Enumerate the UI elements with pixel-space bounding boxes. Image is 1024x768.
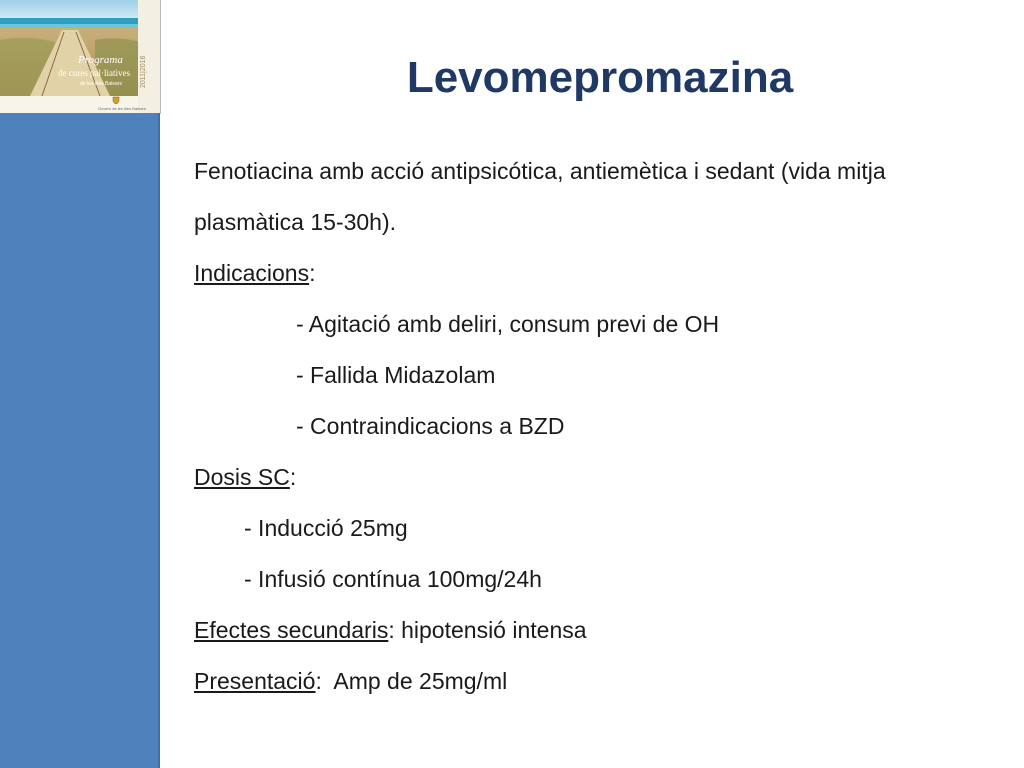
side-effects-value: : hipotensió intensa <box>388 617 587 643</box>
program-logo <box>0 0 161 114</box>
intro-line-2: plasmàtica 15-30h). <box>194 209 396 235</box>
sidebar-blue-bar <box>0 113 160 768</box>
indication-item: - Contraindicacions a BZD <box>296 413 565 439</box>
logo-program-text: Programa <box>78 54 123 66</box>
indications-label: Indicacions <box>194 260 310 286</box>
indications-heading: Indicacions: <box>194 260 316 286</box>
logo-government-text: Govern de les Illes Balears <box>98 106 146 111</box>
slide-body <box>194 146 1004 707</box>
presentation-value: : Amp de 25mg/ml <box>315 668 508 694</box>
dose-label: Dosis SC <box>194 464 290 490</box>
presentation-label: Presentació <box>194 668 316 694</box>
dose-heading: Dosis SC: <box>194 464 297 490</box>
intro-line-1: Fenotiacina amb acció antipsicótica, antiemètica i sedant (vida mitja <box>194 158 886 184</box>
sidebar <box>0 0 162 768</box>
side-effects-line <box>194 605 1004 656</box>
dose-item: - Infusió contínua 100mg/24h <box>244 566 542 592</box>
logo-region-text: de les Illes Balears <box>80 81 122 87</box>
side-effects-label: Efectes secundaris <box>194 617 389 643</box>
crest-icon <box>112 96 120 104</box>
presentation-line <box>194 656 1004 707</box>
indication-item: - Agitació amb deliri, consum previ de OH <box>296 311 720 337</box>
dose-item: - Inducció 25mg <box>244 515 408 541</box>
indication-item: - Fallida Midazolam <box>296 362 496 388</box>
slide-title: Levomepromazina <box>406 53 794 102</box>
logo-care-text: de cures pal·liatives <box>58 68 130 78</box>
logo-years-text: 2011|2016 <box>140 55 147 88</box>
